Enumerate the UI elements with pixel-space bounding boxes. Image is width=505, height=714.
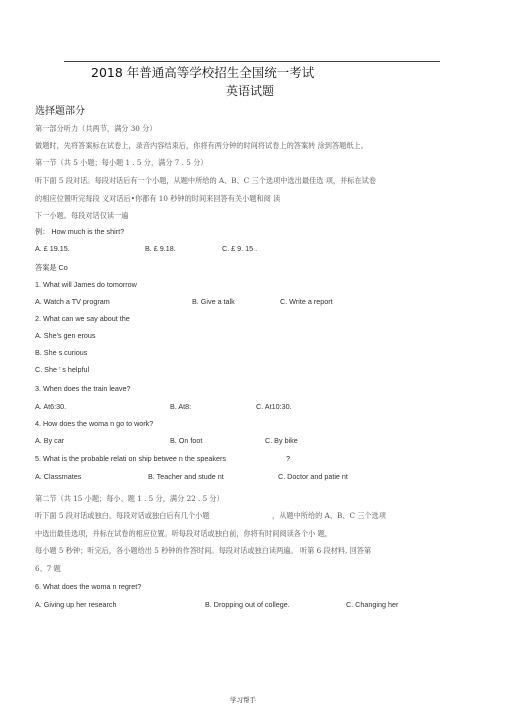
option-b: B. Give a talk bbox=[192, 297, 235, 306]
instruction-line: 下一小题。每段对话仅读一遍 bbox=[35, 211, 129, 220]
question-text: 3. When does the train leave? bbox=[35, 384, 131, 393]
subsection-heading: 第一节（共 5 小题；每小题 1 . 5 分，满分 7 . 5 分） bbox=[35, 158, 208, 167]
question-text: 1. What will James do tomorrow bbox=[35, 280, 137, 289]
option-b: B. On foot bbox=[170, 436, 203, 445]
instruction-line: 做题时，先将答案标在试卷上，录音内容结束后，你将有两分钟的时间将试卷上的答案转 涂到答题纸上。 bbox=[35, 141, 368, 150]
question-mark: ? bbox=[286, 454, 290, 463]
question-text: 4. How does the woma n go to work? bbox=[35, 419, 154, 428]
option-c: C. Write a report bbox=[280, 297, 333, 306]
option-a: A. Giving up her research bbox=[35, 600, 117, 609]
part1-heading: 第一部分听力（共两节，满分 30 分） bbox=[35, 124, 157, 133]
question-text: 6. What does the woma n regret? bbox=[35, 582, 142, 591]
option-c: C. Doctor and patie nt bbox=[278, 472, 348, 481]
option-c: C. By bike bbox=[265, 436, 298, 445]
option-c: C. She ’ s helpful bbox=[35, 365, 90, 374]
instruction-line: 6、7 题 bbox=[35, 564, 61, 573]
example-answer: 答案是 Co bbox=[35, 263, 68, 272]
option-b: B. Dropping out of college. bbox=[205, 600, 290, 609]
option-b: B. At8: bbox=[170, 402, 192, 411]
example-option-b: B. £ 9.18. bbox=[145, 244, 176, 253]
option-a: A. Watch a TV program bbox=[35, 297, 110, 306]
subsection-heading: 第二节（共 15 小题；每小、题 1 . 5 分，满分 22 . 5 分） bbox=[35, 494, 224, 503]
example-option-c: C. £ 9. 15 . bbox=[222, 244, 258, 253]
option-a: A. Classmates bbox=[35, 472, 82, 481]
option-b: B. She s curious bbox=[35, 348, 88, 357]
instruction-line: 的相应位置听完每段 义对话后•你都有 10 秒钟的时间来回答有关小题和阅 读 bbox=[35, 194, 281, 203]
example-question: 例： How much is the shirt? bbox=[35, 227, 125, 236]
header-rule bbox=[64, 61, 440, 62]
example-option-a: A. £ 19.15. bbox=[35, 244, 70, 253]
question-text: 5. What is the probable relati on ship betwee n the speakers bbox=[35, 454, 226, 463]
instruction-line: 中选出最佳选项，并标在试卷的相应位置。听每段对话或独白前，你将有时间阅读各个小 题， bbox=[35, 529, 332, 538]
instruction-line: ，从题中所给的 A、B、C 三个选项 bbox=[272, 511, 386, 520]
option-c: C. At10:30. bbox=[256, 402, 292, 411]
option-a: A. She's gen erous bbox=[35, 331, 96, 340]
section-heading: 选择题部分 bbox=[35, 106, 85, 117]
option-c: C. Changing her bbox=[346, 600, 399, 609]
instruction-line: 听下面 5 段对话或独白。每段对话或独白后有几个小题 bbox=[35, 511, 210, 520]
option-a: A. At6:30. bbox=[35, 402, 67, 411]
instruction-line: 每小题 5 秒钟；听完后，各小题给出 5 秒钟的作答时间。每段对话或独白读两遍。 听第 6 段材料, 回答第 bbox=[35, 546, 372, 555]
question-text: 2. What can we say about the bbox=[35, 314, 130, 323]
exam-title: 2018 年普通高等学校招生全国统一考试 bbox=[91, 65, 315, 80]
page-footer: 学习帮手 bbox=[230, 696, 256, 704]
instruction-line: 听下面 5 段对话。每段对话后有一个小题，从题中所给的 A、B、C 三个选项中选出最佳选 项，并标在试卷 bbox=[35, 176, 377, 185]
option-a: A. By car bbox=[35, 436, 65, 445]
exam-subtitle: 英语试题 bbox=[226, 84, 275, 98]
option-b: B. Teacher and stude nt bbox=[148, 472, 224, 481]
